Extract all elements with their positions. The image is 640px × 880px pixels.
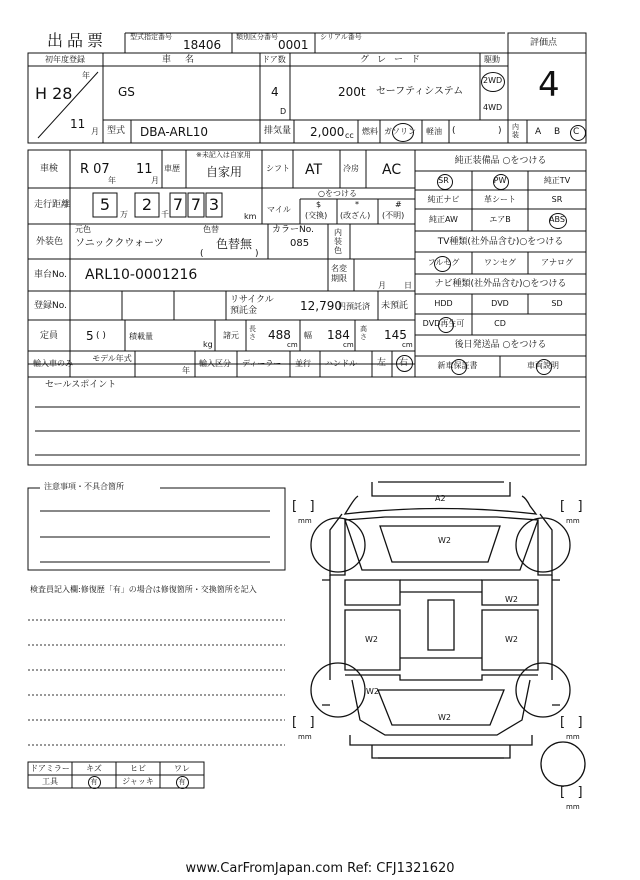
color-no-label: カラーNo. — [272, 225, 314, 235]
reg-no-label: 登録No. — [34, 301, 67, 311]
import-parallel: 並行 — [295, 359, 311, 368]
opt-row1-3: 純正TV — [543, 176, 571, 185]
recycle-unpaid: 未預託 — [381, 301, 409, 311]
opt-row2-1: 純正ナビ — [427, 195, 460, 204]
name-change-day: 日 — [404, 281, 412, 290]
first-reg-year-unit: 年 — [82, 71, 90, 80]
car-name-value: GS — [118, 85, 135, 99]
shaken-era: R 07 — [80, 162, 110, 177]
opt-row1-1: SR — [438, 176, 449, 185]
serial-label: シリアル番号 — [320, 33, 362, 41]
shaken-year-unit: 年 — [108, 176, 116, 185]
first-reg-label: 初年度登録 — [45, 55, 85, 64]
drive-2wd: 2WD — [483, 76, 503, 85]
diesel-paren-close: ) — [498, 126, 502, 136]
color-changed-value: 色替無 — [216, 237, 253, 251]
type-no-label: 型式指定番号 — [130, 33, 172, 41]
navi-1: HDD — [434, 299, 453, 308]
mileage-tampered-mark: * — [355, 200, 359, 209]
docs-2: 車両説明 — [527, 361, 559, 370]
length-label: 長さ — [249, 325, 256, 341]
load-unit: kg — [203, 340, 213, 349]
tread-bracket-fl: [ ] — [292, 499, 315, 514]
tread-mm-fr: mm — [566, 517, 580, 525]
shaken-label: 車検 — [40, 164, 59, 174]
mileage-replaced-mark: $ — [316, 200, 322, 209]
interior-grade-b: B — [554, 127, 561, 137]
width-unit: cm — [343, 341, 354, 349]
height-unit: cm — [402, 341, 413, 349]
navi-type-label: ナビ種類(社外品含む)○をつける — [434, 279, 567, 289]
import-type-label: 輸入区分 — [199, 359, 231, 368]
color-name-value: ソニッククウォーツ — [75, 238, 164, 249]
damage-mark-right-front-door: W2 — [505, 595, 518, 604]
height-value: 145 — [384, 328, 407, 342]
capacity-label: 定員 — [40, 331, 59, 341]
fuel-label: 燃料 — [362, 127, 378, 136]
doors-value: 4 — [271, 85, 279, 99]
car-name-label: 車名 — [162, 55, 209, 65]
mileage-digit-2: 2 — [141, 195, 153, 214]
tread-mm-spare: mm — [566, 803, 580, 811]
handle-right: 右 — [399, 358, 409, 368]
displacement-label: 排気量 — [264, 126, 292, 136]
genuine-equipment-label: 純正装備品 ○をつける — [454, 156, 547, 166]
drive-4wd: 4WD — [483, 103, 503, 112]
tv-3: アナログ — [541, 258, 573, 267]
first-reg-month-unit: 月 — [91, 127, 99, 136]
grade-label: グレード — [360, 55, 429, 65]
damage-mark-left-rear-fender: W2 — [366, 687, 379, 696]
mileage-tampered: (改ざん) — [340, 211, 371, 220]
docs-1: 新車保証書 — [437, 361, 478, 370]
opt-row2-2: 革シート — [484, 195, 516, 204]
doors-label: ドア数 — [262, 55, 286, 64]
tv-2: ワンセグ — [484, 258, 516, 267]
color-paren-open: ( — [200, 249, 204, 259]
usage-value: 自家用 — [206, 165, 243, 179]
footer-ref: www.CarFromJapan.com Ref: CFJ1321620 — [185, 861, 455, 876]
dims-label: 諸元 — [223, 331, 239, 340]
tread-mm-fl: mm — [298, 517, 312, 525]
opt-row3-2: エアB — [489, 215, 511, 224]
sales-point-label: セールスポイント — [45, 380, 117, 390]
tread-bracket-spare: [ ] — [560, 785, 583, 800]
interior-label: 内装 — [512, 123, 519, 139]
shift-value: AT — [305, 162, 323, 178]
usage-label: 車歴 — [164, 164, 180, 173]
diesel-label: 軽油 — [426, 127, 442, 136]
ac-value: AC — [382, 162, 402, 178]
eq-tools-value: 有 — [90, 778, 98, 786]
mile-label: マイル — [267, 205, 291, 214]
opt-row3-3: ABS — [549, 215, 565, 224]
mileage-sen-unit: 千 — [161, 210, 169, 219]
mileage-unknown: (不明) — [382, 211, 405, 220]
name-change-month: 月 — [378, 281, 386, 290]
damage-mark-trunk: W2 — [438, 713, 451, 722]
tread-bracket-rr: [ ] — [560, 715, 583, 730]
fuel-value: ガソリン — [384, 127, 416, 136]
recycle-label: リサイクル預託金 — [230, 295, 274, 316]
shaken-month: 11 — [136, 162, 153, 177]
color-no-value: 085 — [290, 238, 310, 249]
type-no-value: 18406 — [183, 38, 222, 52]
mileage-circle-note: ○をつける — [318, 189, 357, 198]
notes-label: 注意事項・不具合箇所 — [44, 482, 124, 491]
chassis-value: ARL10-0001216 — [85, 267, 198, 283]
displacement-value: 2,000 — [310, 125, 345, 139]
orig-color-label: 元色 — [75, 225, 91, 234]
load-label: 積載量 — [129, 332, 153, 341]
mileage-digit-5: 3 — [208, 195, 220, 214]
tread-bracket-rl: [ ] — [292, 715, 315, 730]
color-paren-close: ) — [255, 249, 259, 259]
mileage-km-unit: km — [244, 212, 257, 221]
opt-row3-1: 純正AW — [429, 215, 458, 224]
grade-sub: セーフティシステム — [376, 86, 464, 97]
eq-jack-value: 有 — [178, 778, 186, 786]
mileage-replaced: (交換) — [305, 211, 328, 220]
form-title: 出品票 — [47, 31, 108, 50]
eq-tools: 工具 — [42, 777, 58, 786]
shaken-month-unit: 月 — [151, 176, 159, 185]
opt-row2-3: SR — [551, 195, 563, 204]
length-value: 488 — [268, 328, 291, 342]
tread-bracket-fr: [ ] — [560, 499, 583, 514]
recycle-unit: 円預託済 — [338, 302, 370, 311]
drive-label: 駆動 — [484, 55, 500, 64]
tv-1: フルセグ — [427, 258, 460, 267]
chassis-label: 車台No. — [34, 270, 67, 280]
import-label: 輸入車のみ — [33, 359, 73, 368]
model-value: DBA-ARL10 — [140, 125, 208, 139]
mileage-digit-1: 5 — [99, 195, 111, 214]
import-dealer: ディーラー — [242, 359, 282, 368]
mileage-unknown-mark: # — [395, 200, 402, 209]
opt-row1-2: PW — [493, 176, 507, 185]
ac-label: 冷房 — [343, 164, 359, 173]
mileage-digit-3: 7 — [172, 195, 184, 214]
grade-main: 200t — [338, 85, 366, 99]
capacity-paren: ( ) — [96, 331, 106, 341]
damage-mark-hood: W2 — [438, 536, 451, 545]
eq-break: ワレ — [174, 764, 190, 773]
handle-left: 左 — [377, 358, 387, 368]
displacement-unit: cc — [345, 131, 354, 140]
first-reg-era: H 28 — [35, 84, 73, 103]
width-label: 幅 — [304, 331, 312, 340]
first-reg-month: 11 — [70, 117, 86, 131]
navi-3: SD — [551, 299, 563, 308]
interior-grade-c: C — [573, 127, 580, 137]
color-name-label: 外装色 — [36, 237, 64, 247]
tread-mm-rr: mm — [566, 733, 580, 741]
model-label: 型式 — [107, 126, 126, 136]
height-label: 高さ — [360, 325, 367, 341]
diesel-paren-open: ( — [452, 126, 456, 136]
interior-grade-a: A — [535, 127, 542, 137]
length-unit: cm — [287, 341, 298, 349]
navi-4: DVD再生可 — [422, 319, 465, 328]
damage-mark-right-rear-door: W2 — [505, 635, 518, 644]
eq-jack: ジャッキ — [122, 777, 154, 786]
name-change-label: 名変期限 — [331, 264, 347, 283]
model-year-unit: 年 — [182, 366, 190, 375]
class-no-label: 類別区分番号 — [236, 33, 278, 41]
capacity-value: 5 — [86, 329, 94, 343]
mileage-label: 走行距離 — [34, 200, 71, 210]
eq-door-mirror: ドアミラー — [30, 764, 70, 773]
model-year-label: モデル年式 — [92, 354, 132, 363]
score-label: 評価点 — [530, 38, 558, 48]
eq-crack: ヒビ — [130, 764, 146, 773]
shift-label: シフト — [266, 164, 290, 173]
color-change-label: 色替 — [203, 225, 219, 234]
doors-type: D — [280, 107, 287, 116]
mileage-digit-4: 7 — [190, 195, 202, 214]
class-no-value: 0001 — [278, 38, 309, 52]
damage-mark-front-bumper: A2 — [435, 494, 446, 503]
tread-mm-rl: mm — [298, 733, 312, 741]
handle-label: ハンドル — [325, 359, 357, 368]
score-value: 4 — [538, 65, 560, 105]
recycle-amount: 12,790 — [300, 299, 342, 313]
navi-5: CD — [494, 319, 506, 328]
eq-scratch: キズ — [86, 764, 102, 773]
inspector-notes-label: 検査員記入欄:修復歴「有」の場合は修復箇所・交換箇所を記入 — [30, 585, 257, 594]
usage-note: ※未記入は自家用 — [196, 151, 251, 159]
width-value: 184 — [327, 328, 350, 342]
tv-type-label: TV種類(社外品含む)○をつける — [437, 237, 564, 247]
docs-label: 後日発送品 ○をつける — [454, 340, 547, 350]
navi-2: DVD — [491, 299, 509, 308]
mileage-man-unit: 万 — [120, 210, 128, 219]
interior-color-label: 内装色 — [334, 228, 342, 255]
damage-mark-left-rear-door: W2 — [365, 635, 378, 644]
